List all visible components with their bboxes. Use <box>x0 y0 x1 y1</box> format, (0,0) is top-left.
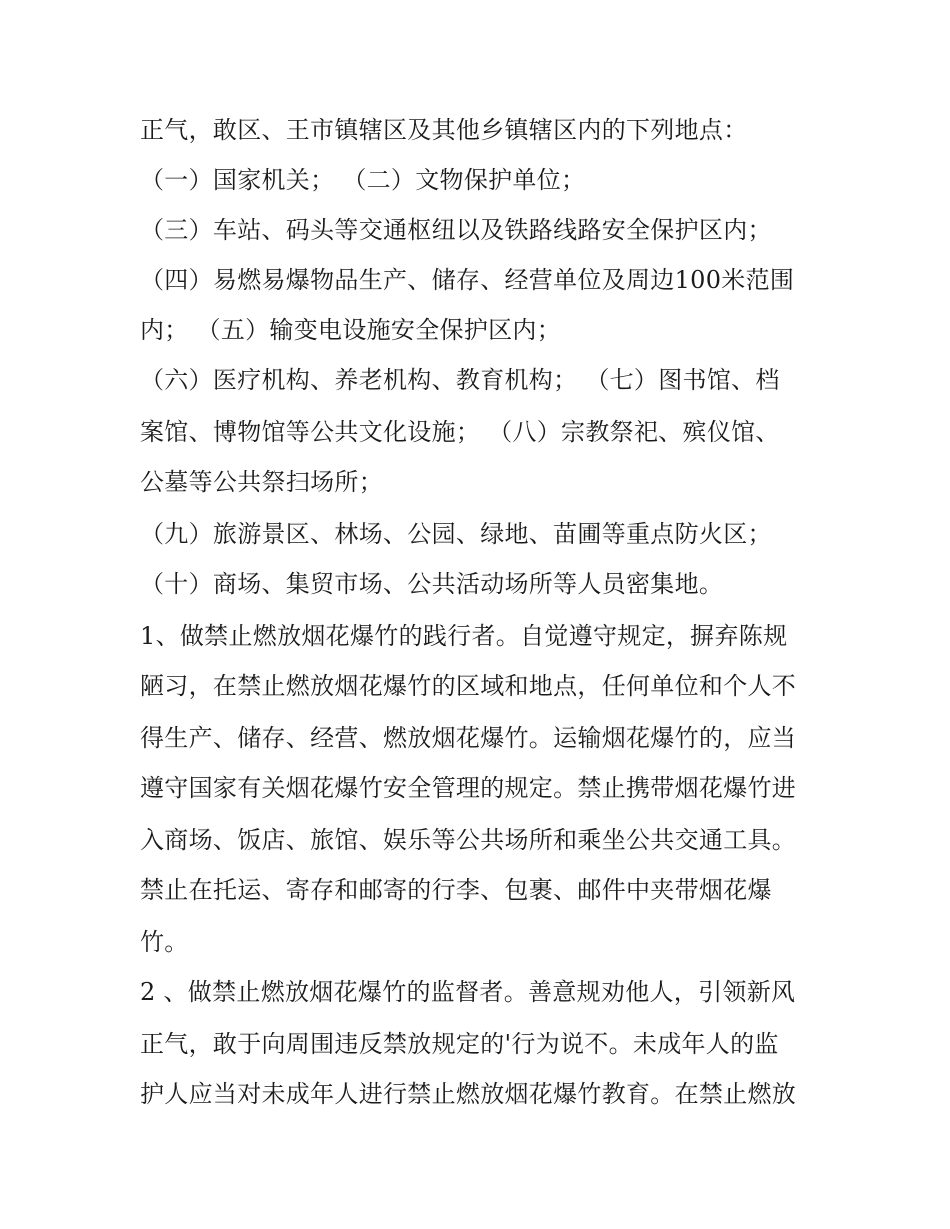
text-line: （六）医疗机构、养老机构、教育机构； （七）图书馆、档 <box>140 366 780 394</box>
text-line: 2 、做禁止燃放烟花爆竹的监督者。善意规劝他人，引领新风 <box>140 978 796 1006</box>
text-line: 正气，敢于向周围违反禁放规定的'行为说不。未成年人的监 <box>140 1030 779 1058</box>
text-line: （三）车站、码头等交通枢纽以及铁路线路安全保护区内； <box>140 216 772 244</box>
text-line: 公墓等公共祭扫场所； <box>140 468 383 496</box>
text-line: 1、做禁止燃放烟花爆竹的践行者。自觉遵守规定，摒弃陈规 <box>140 622 788 650</box>
text-line: 禁止在托运、寄存和邮寄的行李、包裹、邮件中夹带烟花爆 <box>140 876 772 904</box>
text-line: 陋习，在禁止燃放烟花爆竹的区域和地点，任何单位和个人不 <box>140 672 797 700</box>
text-line: 内； （五）输变电设施安全保护区内； <box>140 316 562 344</box>
text-line: 护人应当对未成年人进行禁止燃放烟花爆竹教育。在禁止燃放 <box>140 1080 797 1108</box>
text-line: 得生产、储存、经营、燃放烟花爆竹。运输烟花爆竹的，应当 <box>140 724 797 752</box>
text-line: 竹。 <box>140 928 189 956</box>
text-line: （一）国家机关； （二）文物保护单位； <box>140 166 586 194</box>
text-line: 遵守国家有关烟花爆竹安全管理的规定。禁止携带烟花爆竹进 <box>140 774 797 802</box>
text-line: 入商场、饭店、旅馆、娱乐等公共场所和乘坐公共交通工具。 <box>140 826 797 854</box>
text-line: （十）商场、集贸市场、公共活动场所等人员密集地。 <box>140 570 724 598</box>
text-line: （四）易燃易爆物品生产、储存、经营单位及周边100米范围 <box>140 266 795 294</box>
text-line: 正气，敢区、王市镇辖区及其他乡镇辖区内的下列地点： <box>140 116 748 144</box>
text-line: （九）旅游景区、林场、公园、绿地、苗圃等重点防火区； <box>140 520 772 548</box>
text-line: 案馆、博物馆等公共文化设施； （八）宗教祭祀、殡仪馆、 <box>140 418 780 446</box>
